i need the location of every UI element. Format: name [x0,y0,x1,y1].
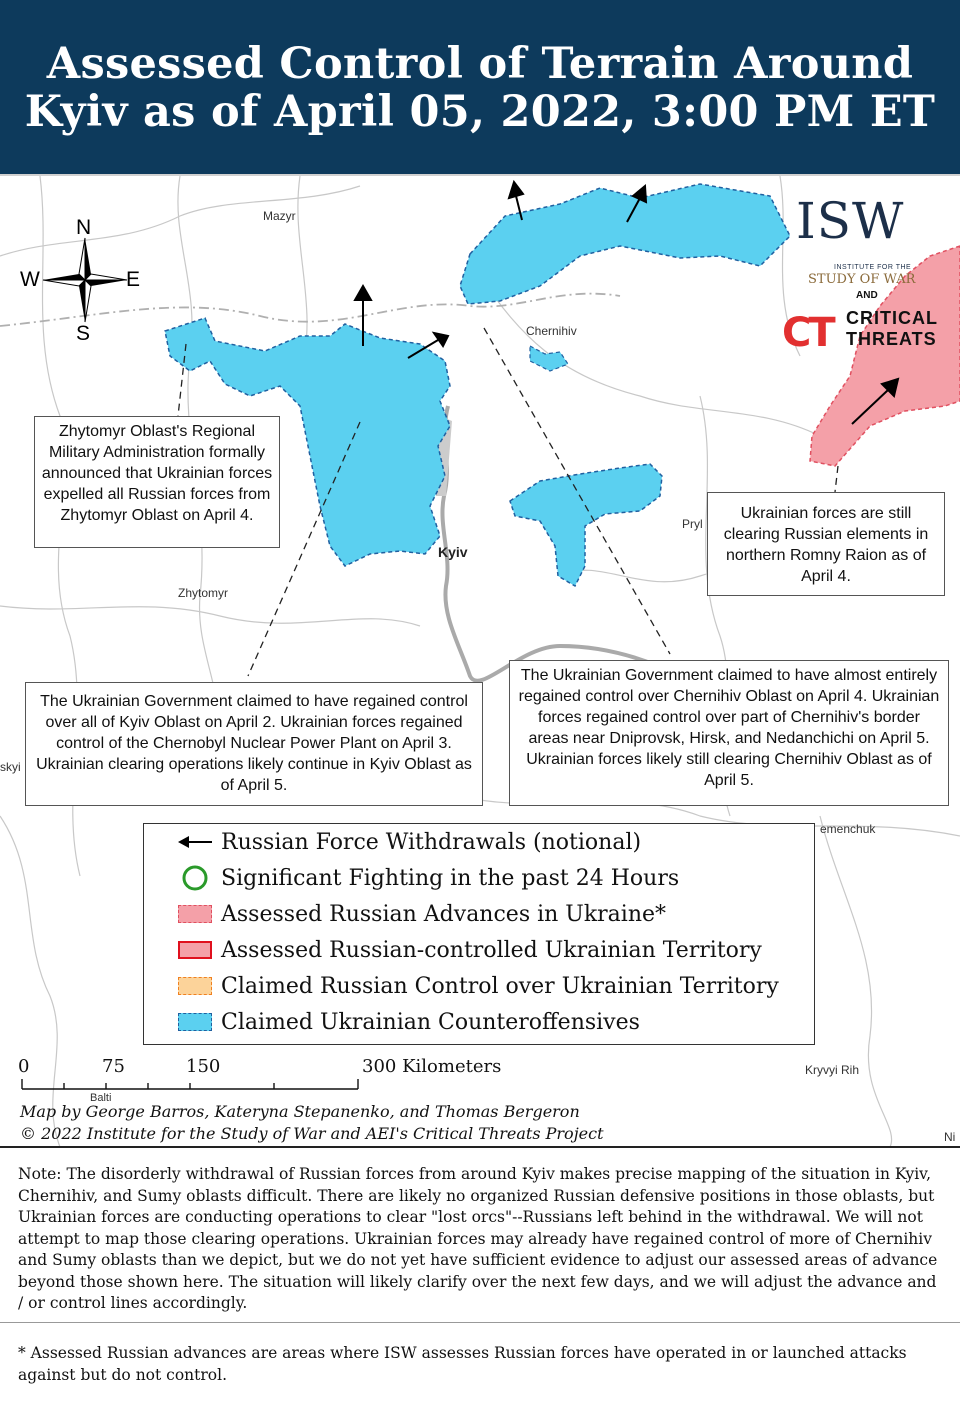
legend-item-russian-controlled [178,932,762,968]
legend-item-russian-advances [178,896,666,932]
counteroffensive-brovary[interactable] [510,464,662,586]
map-header [0,0,960,174]
scale-label-150: 150 [186,1056,221,1077]
isw-logo-institute: INSTITUTE FOR THE [834,264,912,271]
legend-item-claimed-russian [178,968,779,1004]
compass-rose-icon [43,238,127,322]
callout-kyiv-oblast: The Ukrainian Government claimed to have regained control over all of Kyiv Oblast on April 2. Ukrainian forces regained control of the Chernobyl Nuclear Power Plant on April 3. Ukrainian clearing operations likely continue in Kyiv Oblast as of April 5. [25,682,483,806]
swatch-ukrainian-counteroffensives [178,1013,212,1031]
callout-zhytomyr-oblast: Zhytomyr Oblast's Regional Military Administration formally announced that Ukrainian forces expelled all Russian forces from Zhytomyr Oblast on April 4. [34,416,280,548]
ct-logo-mark: CT [782,310,833,356]
compass-n: N [76,216,92,239]
credit-copyright: © 2022 Institute for the Study of War and AEI's Critical Threats Project [20,1124,604,1143]
map-title-line-1: Assessed Control of Terrain Around [46,39,914,89]
place-mazyr: Mazyr [263,209,296,223]
logo-and: AND [856,290,878,301]
counteroffensive-chernihiv-north[interactable] [460,184,790,304]
place-balti: Balti [90,1092,112,1104]
legend-item-ukrainian-counteroffensives [178,1004,640,1040]
ct-logo-threats: THREATS [846,329,937,349]
scale-label-0: 0 [18,1056,30,1077]
map-title-line-2: Kyiv as of April 05, 2022, 3:00 PM ET [24,87,936,137]
map-title [0,0,960,136]
place-chernihiv: Chernihiv [526,324,577,338]
counteroffensive-chernihiv-pocket[interactable] [530,346,568,371]
ct-logo-critical: CRITICAL [846,308,938,328]
ct-logo-text [846,308,938,350]
map-area[interactable] [0,174,960,1147]
legend-label-ukrainian-counteroffensives: Claimed Ukrainian Counteroffensives [221,1009,640,1035]
compass-s: S [76,322,91,345]
callout-chernihiv-oblast: The Ukrainian Government claimed to have almost entirely regained control over Chernihiv Oblast on April 4. Ukrainian forces regained control over part of Chernihiv's border areas near Dniprovsk, Hirsk, and Nedanchichi on April 5. Ukrainian forces likely still clearing Chernihiv Oblast as of April 5. [509,660,949,806]
callout-romny: Ukrainian forces are still clearing Russian elements in northern Romny Raion as of April 4. [707,492,945,596]
isw-ct-logo [782,190,954,356]
place-left-edge: skyi [0,760,21,774]
scale-label-75: 75 [102,1056,125,1077]
legend-item-withdrawals [178,824,641,860]
compass-w: W [20,268,40,291]
legend-label-claimed-russian: Claimed Russian Control over Ukrainian Territory [221,973,779,999]
compass-e: E [126,268,141,291]
footnote-text: * Assessed Russian advances are areas where ISW assesses Russian forces have operated in or launched attacks against but do not control. [0,1322,960,1386]
legend-label-russian-advances: Assessed Russian Advances in Ukraine* [221,901,667,927]
legend-label-russian-controlled: Assessed Russian-controlled Ukrainian Territory [221,937,762,963]
place-kyiv: Kyiv [438,544,468,560]
place-nikopol: Ni [944,1130,956,1144]
legend-label-fighting: Significant Fighting in the past 24 Hours [221,865,680,891]
swatch-russian-advances [178,905,212,923]
swatch-russian-controlled [178,941,212,959]
place-kryvyi-rih: Kryvyi Rih [805,1063,860,1077]
isw-logo-study: STUDY OF WAR [808,272,916,287]
green-circle-icon [178,864,212,892]
isw-logo-text: ISW [796,192,905,250]
legend-item-fighting [178,860,679,896]
swatch-claimed-russian [178,977,212,995]
national-borders [0,294,620,326]
arrow-left-icon [178,833,212,851]
legend-label-withdrawals: Russian Force Withdrawals (notional) [221,829,642,855]
place-kremenchuk: emenchuk [820,822,876,836]
place-zhytomyr: Zhytomyr [178,586,229,600]
legend [143,823,815,1045]
scale-label-300: 300 Kilometers [362,1056,502,1077]
place-pryluky: Pryl [682,517,703,531]
credit-authors: Map by George Barros, Kateryna Stepanenko, and Thomas Bergeron [20,1102,580,1121]
scale-labels [16,1054,536,1104]
note-text: Note: The disorderly withdrawal of Russian forces from around Kyiv makes precise mapping of the situation in Kyiv, Chernihiv, and Sumy oblasts difficult. There are likely no organized Russian defensive positions in those oblasts, but Ukrainian forces are conducting operations to clear "lost orcs"--Russians left behind in the withdrawal. We will not attempt to map those clearing operations. Ukrainian forces may already have regained control of more of Chernihiv and Sumy oblasts than we depict, but we do not yet have sufficient evidence to adjust our assessed areas of advance beyond those shown here. The situation will likely clarify over the next few days, and we will adjust the advance and / or control lines accordingly. [0,1146,960,1315]
